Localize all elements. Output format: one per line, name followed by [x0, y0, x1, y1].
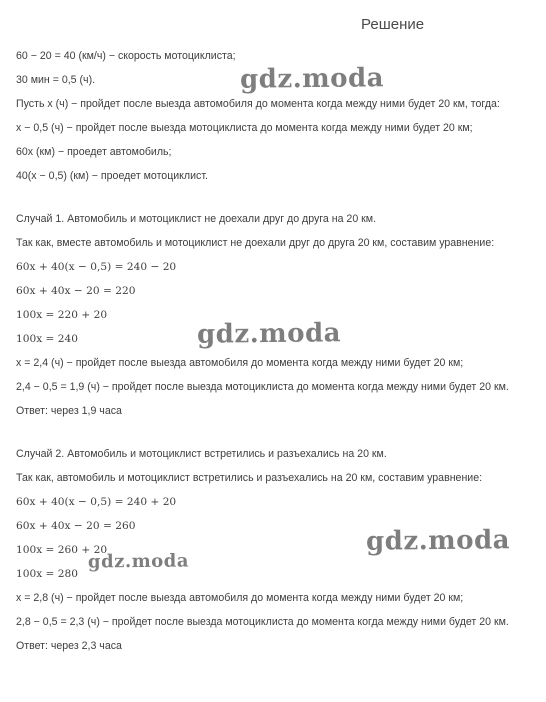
- case-2-equation-3: 100x = 260 + 20: [16, 544, 108, 556]
- case-2-equation-1: 60x + 40(x − 0,5) = 240 + 20: [16, 496, 177, 508]
- case-2-equation-4: 100x = 280: [16, 568, 79, 580]
- case-2-title: Случай 2. Автомобиль и мотоциклист встретились и разъехались на 20 км.: [16, 448, 387, 460]
- watermark-middle: gdz.moda: [196, 318, 342, 350]
- case-2-equation-2: 60x + 40x − 20 = 260: [16, 520, 136, 532]
- case-1-intro: Так как, вместе автомобиль и мотоциклист не доехали друг до друга 20 км, составим уравнение:: [16, 237, 495, 249]
- case-1-equation-4: 100x = 240: [16, 333, 79, 345]
- case-1-equation-2: 60x + 40x − 20 = 220: [16, 285, 136, 297]
- watermark-right: gdz.moda: [365, 525, 511, 557]
- line-motorcyclist-speed: 60 − 20 = 40 (км/ч) − скорость мотоциклиста;: [16, 50, 236, 62]
- case-1-motorcyclist-time: 2,4 − 0,5 = 1,9 (ч) − пройдет после выезда мотоциклиста до момента когда между ними будет 20 км.: [16, 381, 509, 393]
- line-motorcyclist-time: x − 0,5 (ч) − пройдет после выезда мотоциклиста до момента когда между ними будет 20 км;: [16, 122, 473, 134]
- case-1-title: Случай 1. Автомобиль и мотоциклист не доехали друг до друга на 20 км.: [16, 213, 377, 225]
- case-2-car-time: x = 2,8 (ч) − пройдет после выезда автомобиля до момента когда между ними будет 20 км;: [16, 592, 464, 604]
- line-car-distance: 60x (км) − проедет автомобиль;: [16, 146, 172, 158]
- line-motorcyclist-distance: 40(x − 0,5) (км) − проедет мотоциклист.: [16, 170, 208, 182]
- case-1-equation-3: 100x = 220 + 20: [16, 309, 108, 321]
- solution-heading: Решение: [361, 16, 425, 33]
- case-1-car-time: x = 2,4 (ч) − пройдет после выезда автомобиля до момента когда между ними будет 20 км;: [16, 357, 464, 369]
- line-let-x: Пусть x (ч) − пройдет после выезда автомобиля до момента когда между ними будет 20 км, тогда:: [16, 98, 500, 110]
- case-2-motorcyclist-time: 2,8 − 0,5 = 2,3 (ч) − пройдет после выезда мотоциклиста до момента когда между ними будет 20 км.: [16, 616, 509, 628]
- case-2-intro: Так как, автомобиль и мотоциклист встретились и разъехались на 20 км, составим уравнение:: [16, 472, 483, 484]
- line-time-conversion: 30 мин = 0,5 (ч).: [16, 74, 96, 86]
- case-1-answer: Ответ: через 1,9 часа: [16, 405, 122, 417]
- case-1-equation-1: 60x + 40(x − 0,5) = 240 − 20: [16, 261, 177, 273]
- watermark-small: gdz.moda: [87, 550, 190, 573]
- watermark-top: gdz.moda: [239, 63, 385, 95]
- case-2-answer: Ответ: через 2,3 часа: [16, 640, 122, 652]
